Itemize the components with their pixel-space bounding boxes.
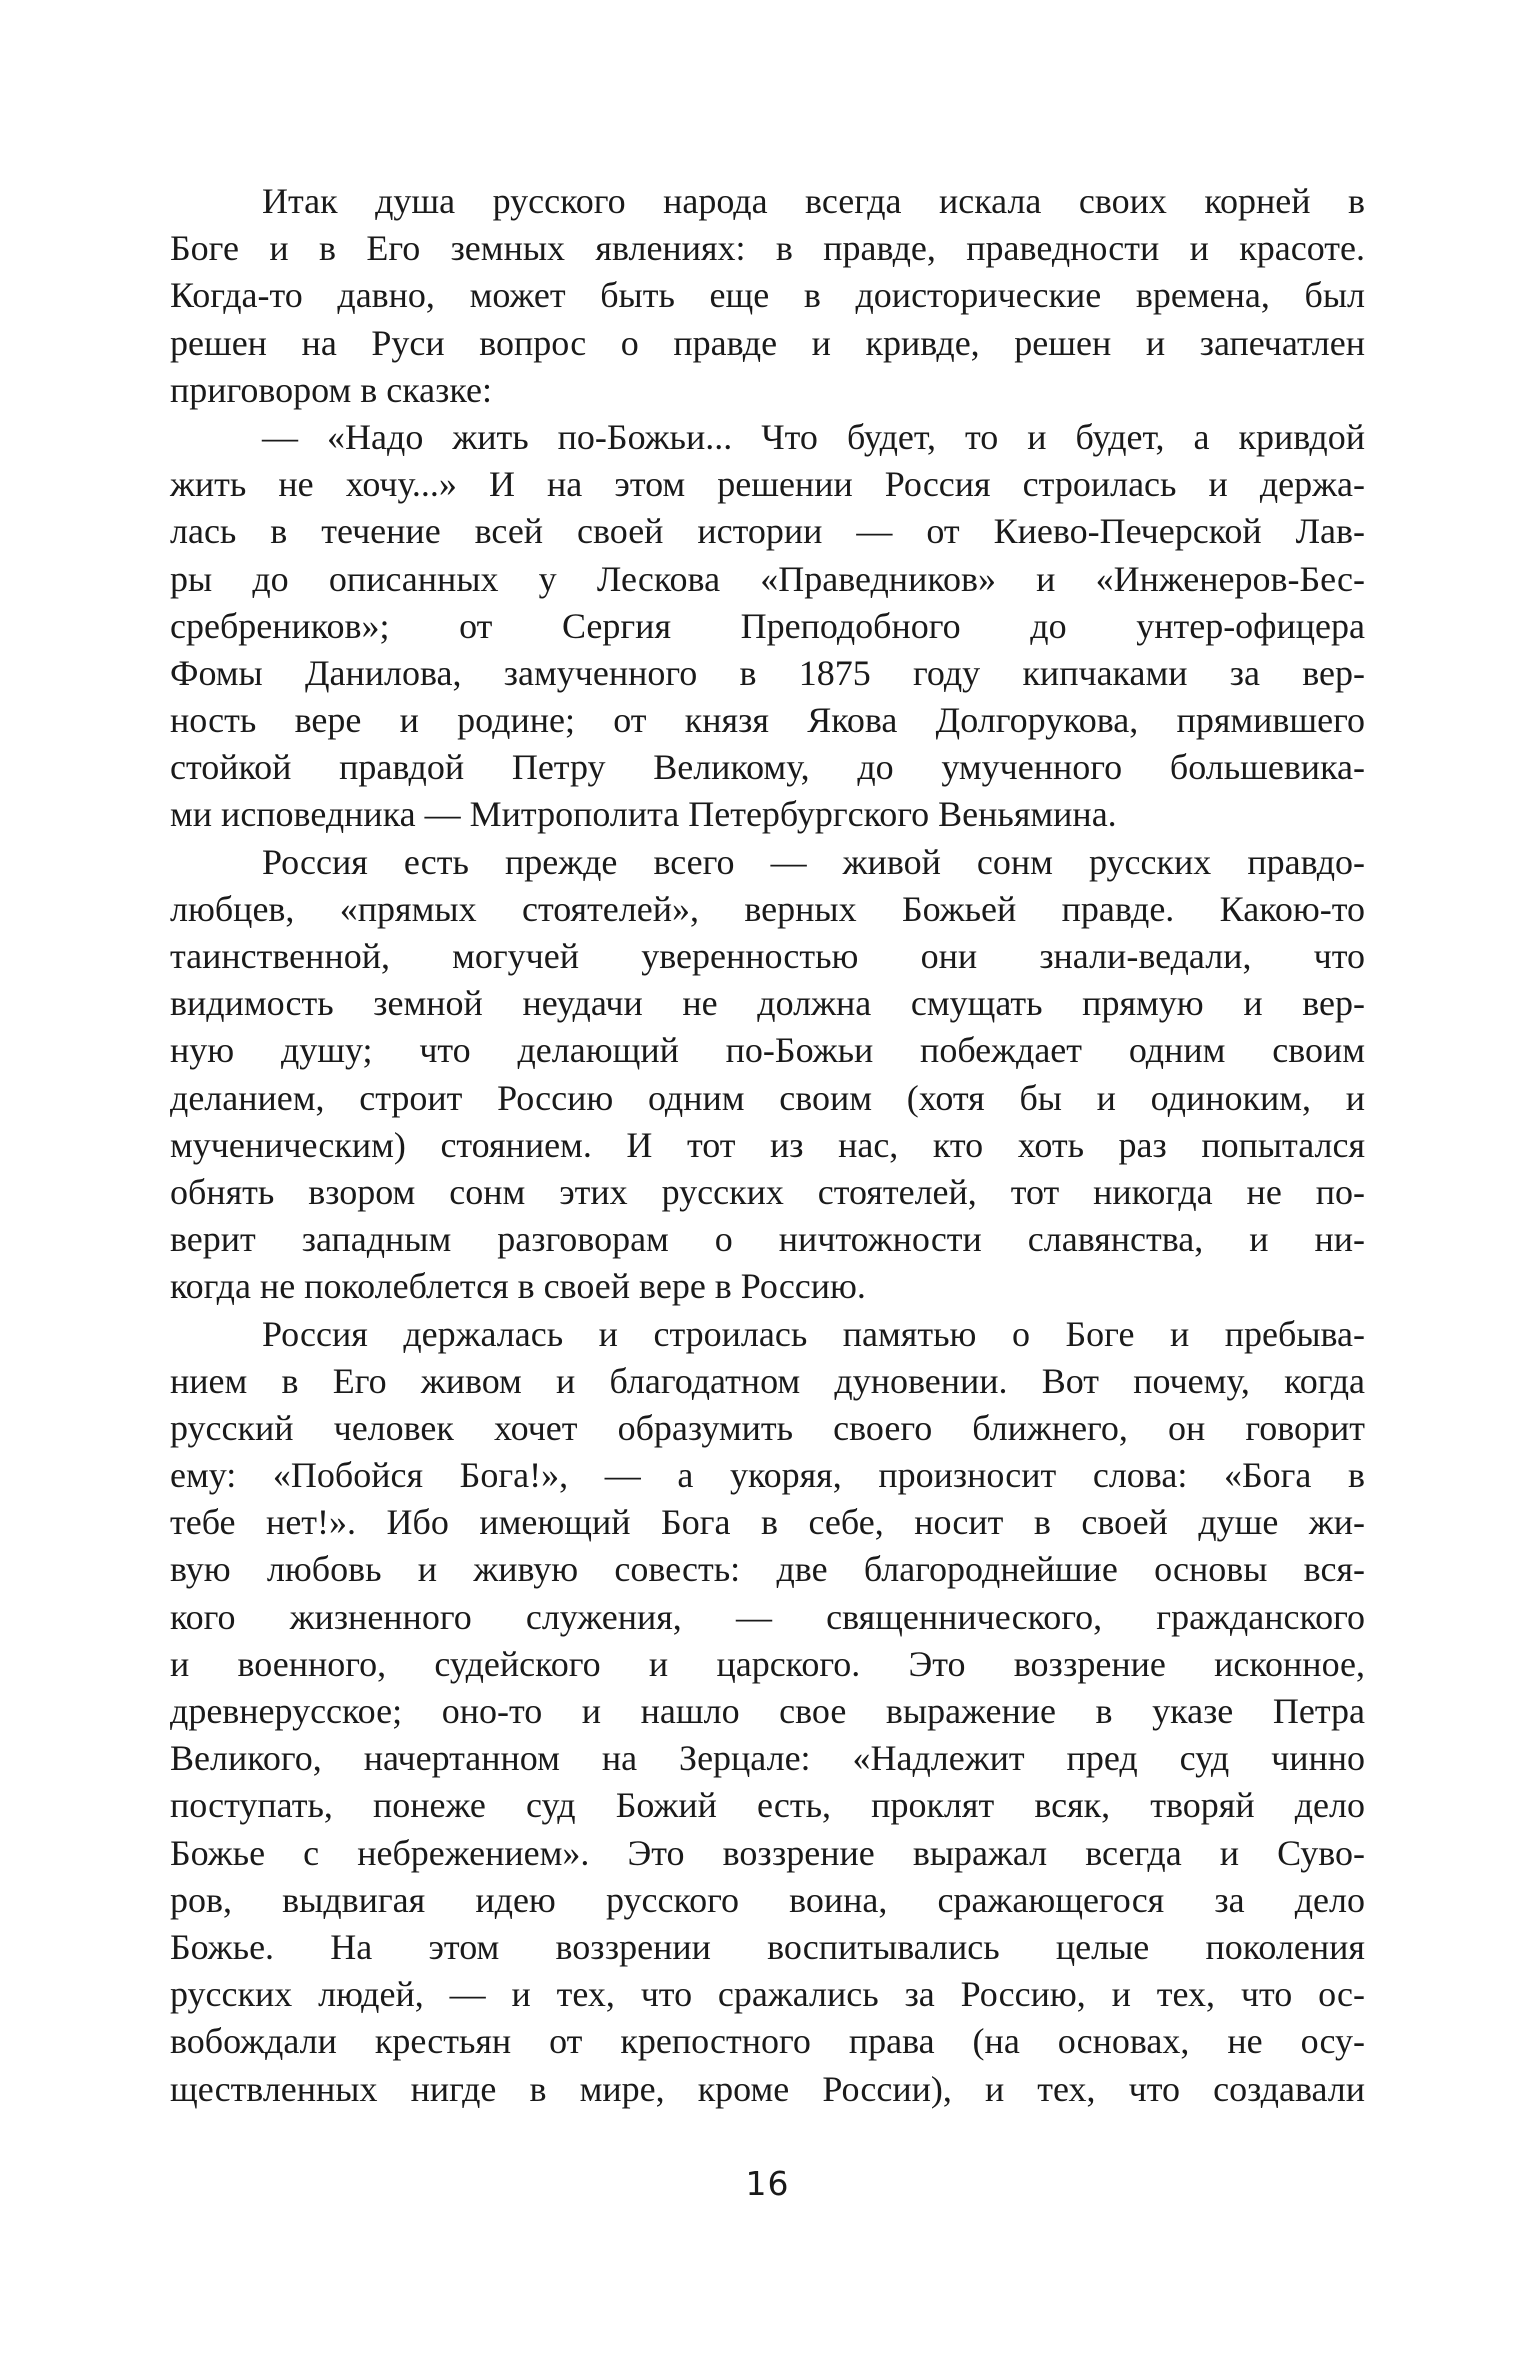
text-line: Божье с небрежением». Это воззрение выражал всегда и Суво- [170,1832,1365,1873]
text-line: кого жизненного служения, — священнического, гражданского [170,1596,1365,1637]
text-line: и военного, судейского и царского. Это воззрение исконное, [170,1643,1365,1684]
text-line: ность вере и родине; от князя Якова Долгорукова, прямившего [170,700,1365,741]
text-line: Великого, начертанном на Зерцале: «Надлежит пред суд чинно [170,1738,1365,1779]
text-line: тебе нет!». Ибо имеющий Бога в себе, носит в своей душе жи- [170,1502,1365,1543]
text-line: русский человек хочет образумить своего ближнего, он говорит [170,1407,1365,1448]
text-line: таинственной, могучей уверенностью они знали-ведали, что [170,936,1365,976]
text-line: ществленных нигде в мире, кроме России), и тех, что создавали [170,2068,1365,2109]
text-line: вобождали крестьян от крепостного права (на основах, не осу- [170,2021,1365,2062]
text-line: ров, выдвигая идею русского воина, сражающегося за дело [170,1879,1365,1920]
text-line: Фомы Данилова, замученного в 1875 году кипчаками за вер- [170,652,1365,693]
text-line: Боге и в Его земных явлениях: в правде, праведности и красоте. [170,228,1365,269]
text-line: вую любовь и живую совесть: две благороднейшие основы вся- [170,1549,1365,1590]
text-line: Россия есть прежде всего — живой сонм русских правдо- [262,841,1365,882]
text-line: жить не хочу...» И на этом решении Россия строилась и держа- [170,464,1365,505]
text-line: деланием, строит Россию одним своим (хотя бы и одиноким, и [170,1077,1365,1118]
text-line: — «Надо жить по-Божьи... Что будет, то и будет, а кривдой [262,416,1365,457]
text-line: ему: «Побойся Бога!», — а укоряя, произносит слова: «Бога в [170,1455,1365,1496]
text-line: Когда-то давно, может быть еще в доисторические времена, был [170,275,1365,316]
text-line: приговором в сказке: [170,369,492,410]
body-text [170,178,1365,2113]
text-line: Россия держалась и строилась памятью о Боге и пребыва- [262,1313,1365,1354]
text-line: лась в течение всей своей истории — от Киево-Печерской Лав- [170,511,1365,552]
text-line: Итак душа русского народа всегда искала своих корней в [262,181,1365,221]
text-line: когда не поколеблется в своей вере в Россию. [170,1266,866,1307]
text-line: любцев, «прямых стоятелей», верных Божьей правде. Какою-то [170,888,1365,929]
text-line: Божье. На этом воззрении воспитывались целые поколения [170,1926,1365,1967]
text-line: сребреников»; от Сергия Преподобного до унтер-офицера [170,605,1365,646]
text-line: видимость земной неудачи не должна смущать прямую и вер- [170,983,1365,1024]
text-line: нием в Его живом и благодатном дуновении. Вот почему, когда [170,1360,1365,1401]
text-line: ры до описанных у Лескова «Праведников» и «Инженеров-Бес- [170,558,1365,599]
text-line: ную душу; что делающий по-Божьи побеждает одним своим [170,1030,1365,1071]
text-line: мученическим) стоянием. И тот из нас, кто хоть раз попытался [170,1124,1365,1165]
text-line: русских людей, — и тех, что сражались за Россию, и тех, что ос- [170,1974,1365,2015]
text-line: решен на Руси вопрос о правде и кривде, решен и запечатлен [170,322,1365,363]
text-line: древнерусское; оно-то и нашло свое выражение в указе Петра [170,1691,1365,1731]
text-line: верит западным разговорам о ничтожности славянства, и ни- [170,1219,1365,1260]
text-line: ми исповедника — Митрополита Петербургского Веньямина. [170,794,1117,835]
text-line: стойкой правдой Петру Великому, до умученного большевика- [170,747,1365,788]
page-number: 16 [745,2164,790,2203]
text-line: обнять взором сонм этих русских стоятелей, тот никогда не по- [170,1171,1365,1212]
text-line: поступать, понеже суд Божий есть, проклят всяк, творяй дело [170,1785,1365,1826]
